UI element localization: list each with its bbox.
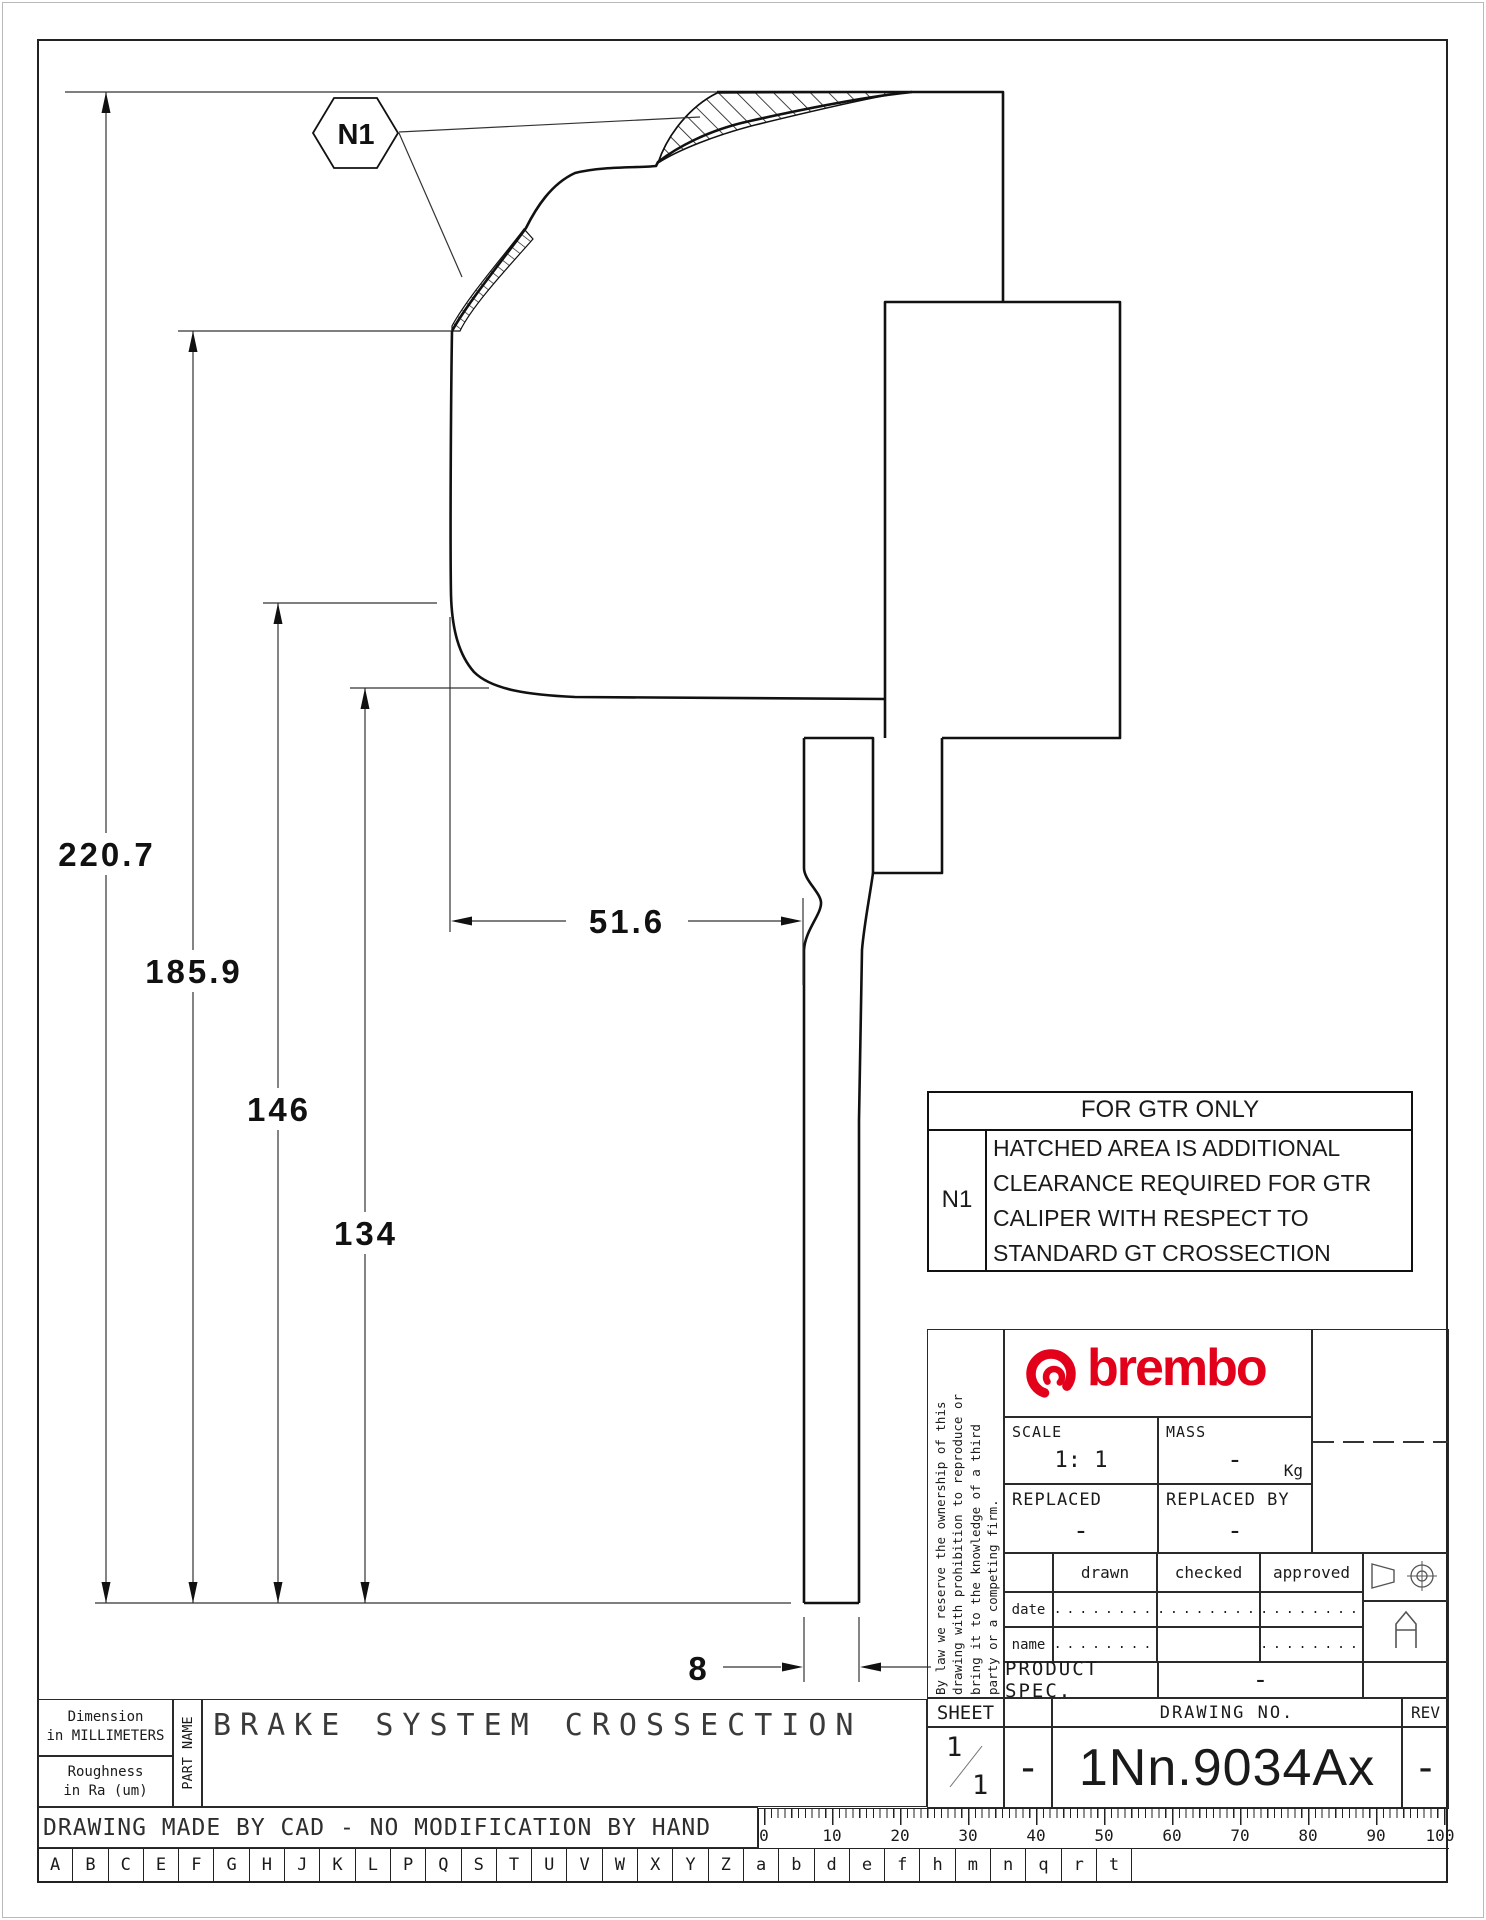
mass-cell bbox=[1158, 1417, 1312, 1484]
arrow-right bbox=[781, 917, 802, 926]
letter-cell: X bbox=[638, 1849, 673, 1883]
dim-8-label: 8 bbox=[688, 1650, 710, 1687]
arrow-down bbox=[361, 1582, 370, 1603]
letter-cell: a bbox=[744, 1849, 779, 1883]
brand-wordmark: brembo bbox=[1087, 1339, 1266, 1397]
caliper-body-rect bbox=[885, 302, 1120, 738]
letter-cell: E bbox=[144, 1849, 179, 1883]
sheet-spare-header bbox=[1004, 1698, 1052, 1727]
date-approved-value: ........ bbox=[1260, 1592, 1363, 1627]
logo-outer-ring bbox=[1031, 1354, 1071, 1394]
arrow-left bbox=[860, 1663, 881, 1672]
dim-146-label: 146 bbox=[246, 1091, 312, 1128]
units-note-line2: in MILLIMETERS bbox=[46, 1728, 165, 1744]
letter-cell: G bbox=[214, 1849, 249, 1883]
gtr-note-text bbox=[985, 1129, 1411, 1270]
checked-header: checked bbox=[1157, 1553, 1260, 1592]
ruler-number: 100 bbox=[1425, 1826, 1455, 1845]
replaced-label: REPLACED bbox=[1012, 1490, 1102, 1510]
letter-cell: T bbox=[497, 1849, 532, 1883]
cone-side-view-icon bbox=[1372, 1564, 1394, 1588]
rev-value: - bbox=[1402, 1727, 1449, 1808]
legal-disclaimer-strip bbox=[927, 1329, 1004, 1698]
letter-cell: W bbox=[603, 1849, 638, 1883]
n1-balloon bbox=[313, 98, 398, 168]
hatch-sliver-area bbox=[452, 229, 533, 331]
letter-cell: Y bbox=[673, 1849, 708, 1883]
replaced-by-value: - bbox=[1227, 1516, 1243, 1546]
ruler-number: 10 bbox=[822, 1826, 842, 1845]
letter-cell: Z bbox=[709, 1849, 744, 1883]
part-name-label: PART NAME bbox=[180, 1716, 196, 1790]
disclaimer-line: party or a competing firm. bbox=[985, 1499, 1000, 1695]
letter-cell: r bbox=[1062, 1849, 1097, 1883]
frustum-icon bbox=[1364, 1602, 1448, 1660]
arrowheads bbox=[102, 92, 882, 1672]
ruler-number: 90 bbox=[1366, 1826, 1386, 1845]
replaced-cell bbox=[1004, 1484, 1158, 1553]
projection-symbol-cell bbox=[1363, 1553, 1449, 1601]
date-label: date bbox=[1004, 1592, 1053, 1627]
leader-n1-down bbox=[399, 133, 462, 277]
mass-label: MASS bbox=[1166, 1423, 1207, 1441]
letter-cell: e bbox=[850, 1849, 885, 1883]
dim-134-label: 134 bbox=[333, 1215, 399, 1252]
letter-strip-filler bbox=[1132, 1849, 1449, 1883]
product-spec-label: PRODUCT SPEC. bbox=[1004, 1662, 1158, 1698]
gtr-table-title: FOR GTR ONLY bbox=[929, 1093, 1411, 1131]
dim-220-label: 220.7 bbox=[58, 836, 156, 873]
letter-cell: m bbox=[956, 1849, 991, 1883]
dim-51-label: 51.6 bbox=[588, 903, 666, 940]
ruler-number: 50 bbox=[1094, 1826, 1114, 1845]
roughness-note-line1: Roughness bbox=[67, 1764, 144, 1780]
letter-cell: B bbox=[73, 1849, 108, 1883]
letter-index-strip bbox=[38, 1848, 1449, 1883]
letter-cell: H bbox=[250, 1849, 285, 1883]
arrow-down bbox=[274, 1582, 283, 1603]
gtr-note-line: CALIPER WITH RESPECT TO bbox=[993, 1205, 1309, 1231]
sign-stub-cell bbox=[1004, 1553, 1053, 1592]
sheet-numerator: 1 bbox=[946, 1732, 963, 1763]
arrow-up bbox=[274, 603, 283, 624]
part-name-value: BRAKE SYSTEM CROSSECTION bbox=[213, 1708, 863, 1743]
dim-185-label: 185.9 bbox=[145, 953, 243, 990]
letter-cell: n bbox=[991, 1849, 1026, 1883]
letter-cell: U bbox=[532, 1849, 567, 1883]
brembo-logo-icon bbox=[1021, 1343, 1081, 1405]
approved-header: approved bbox=[1260, 1553, 1363, 1592]
brand-logo-cell bbox=[1004, 1329, 1312, 1417]
ruler-number: 80 bbox=[1298, 1826, 1318, 1845]
scale-value: 1: 1 bbox=[1054, 1447, 1108, 1473]
ruler-major-ticks bbox=[764, 1809, 1446, 1825]
scale-ruler bbox=[758, 1808, 1455, 1848]
part-name-label-strip bbox=[173, 1699, 202, 1807]
balloon-label: N1 bbox=[337, 119, 375, 151]
arrow-down bbox=[189, 1582, 198, 1603]
sheet-denominator: 1 bbox=[972, 1770, 989, 1801]
scale-label: SCALE bbox=[1012, 1423, 1063, 1441]
product-spec-spare-cell bbox=[1363, 1662, 1449, 1698]
legal-disclaimer-text bbox=[928, 1326, 1005, 1699]
letter-cell: A bbox=[38, 1849, 73, 1883]
roughness-note-cell bbox=[38, 1756, 173, 1807]
letter-cell: f bbox=[885, 1849, 920, 1883]
disclaimer-line: bring it to the knowledge of a third bbox=[967, 1424, 983, 1695]
letter-cell: P bbox=[391, 1849, 426, 1883]
crosshair-icon bbox=[1407, 1561, 1437, 1591]
product-spec-value: - bbox=[1158, 1662, 1363, 1698]
hatch-lens-area bbox=[658, 92, 905, 163]
letter-cell: J bbox=[285, 1849, 320, 1883]
disc-left-face bbox=[804, 738, 821, 1603]
letter-cell: h bbox=[920, 1849, 955, 1883]
dimension-texts bbox=[45, 833, 710, 1687]
name-label: name bbox=[1004, 1627, 1053, 1662]
bell-edge bbox=[451, 331, 885, 699]
gtr-note-line: STANDARD GT CROSSECTION bbox=[993, 1240, 1331, 1266]
drawing-no-header: DRAWING NO. bbox=[1052, 1698, 1402, 1727]
name-checked-value bbox=[1157, 1627, 1260, 1662]
frustum-symbol-cell bbox=[1363, 1601, 1449, 1662]
arrow-up bbox=[361, 688, 370, 709]
sheet-header: SHEET bbox=[927, 1698, 1004, 1727]
cad-note-row: DRAWING MADE BY CAD - NO MODIFICATION BY HAND bbox=[38, 1807, 758, 1848]
letter-cell: L bbox=[356, 1849, 391, 1883]
name-approved-value: ........ bbox=[1260, 1627, 1363, 1662]
units-note-line1: Dimension bbox=[67, 1709, 144, 1725]
letter-cell: t bbox=[1097, 1849, 1132, 1883]
letter-cell: S bbox=[462, 1849, 497, 1883]
disclaimer-line: By law we reserve the ownership of this bbox=[932, 1401, 948, 1695]
units-note-cell bbox=[38, 1699, 173, 1756]
ruler-number: 40 bbox=[1026, 1826, 1046, 1845]
gtr-ref-cell: N1 bbox=[929, 1129, 987, 1270]
gtr-note-line: CLEARANCE REQUIRED FOR GTR bbox=[993, 1170, 1372, 1196]
letter-cell: K bbox=[320, 1849, 355, 1883]
gtr-note-line: HATCHED AREA IS ADDITIONAL bbox=[993, 1135, 1341, 1161]
date-checked-value: ........ bbox=[1157, 1592, 1260, 1627]
roughness-note-line2: in Ra (um) bbox=[63, 1783, 148, 1799]
mass-unit: Kg bbox=[1283, 1461, 1303, 1480]
ruler-number: 70 bbox=[1230, 1826, 1250, 1845]
arrow-right bbox=[782, 1663, 803, 1672]
letter-cell: F bbox=[179, 1849, 214, 1883]
ruler-number: 30 bbox=[958, 1826, 978, 1845]
gtr-note-table bbox=[927, 1091, 1413, 1272]
drawing-number: 1Nn.9034Ax bbox=[1052, 1727, 1402, 1808]
disclaimer-line: drawing with prohibition to reproduce or bbox=[950, 1393, 965, 1695]
letter-cell: V bbox=[567, 1849, 602, 1883]
disc-right-face bbox=[859, 873, 873, 1603]
hat-step bbox=[804, 738, 942, 873]
letter-cell: d bbox=[815, 1849, 850, 1883]
leader-n1-right bbox=[399, 117, 700, 132]
ruler-number: 20 bbox=[890, 1826, 910, 1845]
sheet-value-cell bbox=[927, 1727, 1004, 1808]
a-frame-icon bbox=[1396, 1612, 1416, 1648]
arrow-down bbox=[102, 1582, 111, 1603]
ruler-number: 60 bbox=[1162, 1826, 1182, 1845]
scale-cell bbox=[1004, 1417, 1158, 1484]
part-name-cell bbox=[202, 1699, 927, 1807]
sheet-dash-cell: - bbox=[1004, 1727, 1052, 1808]
rev-header: REV bbox=[1402, 1698, 1449, 1727]
logo-inner-curl bbox=[1046, 1369, 1062, 1385]
replaced-by-label: REPLACED BY bbox=[1166, 1490, 1290, 1510]
name-drawn-value: ........ bbox=[1053, 1627, 1157, 1662]
letter-cell: b bbox=[779, 1849, 814, 1883]
arrow-up bbox=[189, 331, 198, 352]
letter-cell: Q bbox=[426, 1849, 461, 1883]
first-angle-projection-icon bbox=[1364, 1554, 1448, 1598]
replaced-value: - bbox=[1073, 1516, 1089, 1546]
letter-cell: C bbox=[109, 1849, 144, 1883]
dimension-lines bbox=[65, 92, 931, 1682]
date-drawn-value: ........ bbox=[1053, 1592, 1157, 1627]
letter-cell: q bbox=[1026, 1849, 1061, 1883]
arrow-up bbox=[102, 92, 111, 113]
ruler-number: 0 bbox=[759, 1826, 769, 1845]
centerline-cell bbox=[1312, 1329, 1449, 1553]
replaced-by-cell bbox=[1158, 1484, 1312, 1553]
hatched-clearance-areas bbox=[452, 92, 905, 331]
mass-value: - bbox=[1227, 1445, 1243, 1475]
arrow-left bbox=[451, 917, 472, 926]
drawn-header: drawn bbox=[1053, 1553, 1157, 1592]
